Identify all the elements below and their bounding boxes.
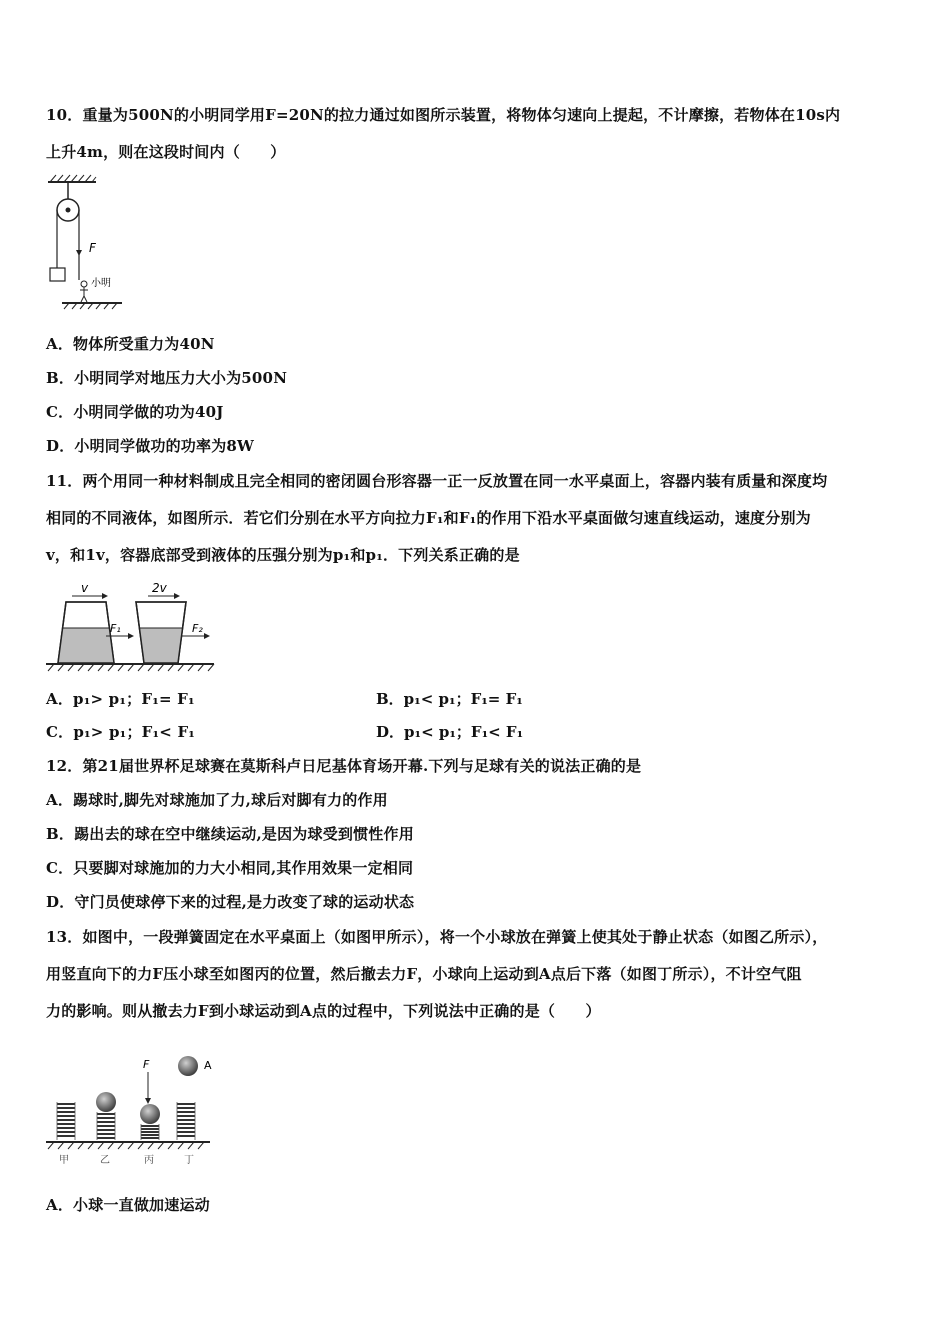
q11-f1-label: F₁ [110, 622, 121, 635]
q11-f2-label: F₂ [192, 622, 203, 635]
q10-text-line1: 10．重量为500N的小明同学用F=20N的拉力通过如图所示装置，将物体匀速向上提起，不计摩擦，若物体在10s内 [46, 106, 841, 124]
q12-option-b: B．踢出去的球在空中继续运动,是因为球受到惯性作用 [46, 825, 414, 843]
q11-containers-figure [44, 580, 216, 672]
q13-label-jia: 甲 [59, 1155, 69, 1166]
q10-option-b: B．小明同学对地压力大小为500N [46, 369, 288, 387]
q13-text-line1: 13．如图中，一段弹簧固定在水平桌面上（如图甲所示），将一个小球放在弹簧上使其处于静止状态（如图乙所示）， [46, 928, 828, 946]
q13-label-yi: 乙 [100, 1155, 110, 1166]
q10-option-a: A．物体所受重力为40N [46, 335, 215, 353]
q10-option-c: C．小明同学做的功为40J [46, 403, 224, 421]
q12-option-a: A．踢球时,脚先对球施加了力,球后对脚有力的作用 [46, 791, 388, 809]
q12-text-line1: 12．第21届世界杯足球赛在莫斯科卢日尼基体育场开幕.下列与足球有关的说法正确的是 [46, 757, 642, 775]
q11-option-d: D．p₁< p₁；F₁< F₁ [376, 723, 524, 741]
q11-v1-label: v [81, 581, 89, 595]
q10-pulley-figure [44, 172, 134, 310]
q13-force-label: F [143, 1058, 150, 1071]
q13-point-a-label: A [204, 1059, 212, 1072]
q12-option-d: D．守门员使球停下来的过程,是力改变了球的运动状态 [46, 893, 415, 911]
q10-option-d: D．小明同学做功的功率为8W [46, 437, 255, 455]
q13-text-line2: 用竖直向下的力F压小球至如图丙的位置，然后撤去力F，小球向上运动到A点后下落（如图丁所示），不计空气阻 [46, 965, 802, 983]
q13-label-ding: 丁 [184, 1155, 194, 1166]
q11-option-b: B．p₁< p₁；F₁= F₁ [376, 690, 523, 708]
q11-v2-label: 2v [152, 581, 167, 595]
q11-option-a: A．p₁> p₁；F₁= F₁ [46, 690, 195, 708]
q11-option-c: C．p₁> p₁；F₁< F₁ [46, 723, 196, 741]
q11-text-line1: 11．两个用同一种材料制成且完全相同的密闭圆台形容器一正一反放置在同一水平桌面上，容器内装有质量和深度均 [46, 472, 828, 490]
q13-springs-figure [44, 1052, 219, 1167]
q13-option-a: A．小球一直做加速运动 [46, 1196, 210, 1214]
q13-label-bing: 丙 [144, 1155, 154, 1166]
q10-text-line2: 上升4m，则在这段时间内（ ） [46, 143, 286, 161]
q10-force-label: F [89, 241, 96, 255]
q10-person-label: 小明 [91, 278, 111, 289]
q13-text-line3: 力的影响。则从撤去力F到小球运动到A点的过程中，下列说法中正确的是（ ） [46, 1002, 601, 1020]
q12-option-c: C．只要脚对球施加的力大小相同,其作用效果一定相同 [46, 859, 414, 877]
q11-text-line3: v，和1v，容器底部受到液体的压强分别为p₁和p₁．下列关系正确的是 [46, 546, 520, 564]
q11-text-line2: 相同的不同液体，如图所示．若它们分别在水平方向拉力F₁和F₁的作用下沿水平桌面做匀速直线运动，速度分别为 [46, 509, 811, 527]
